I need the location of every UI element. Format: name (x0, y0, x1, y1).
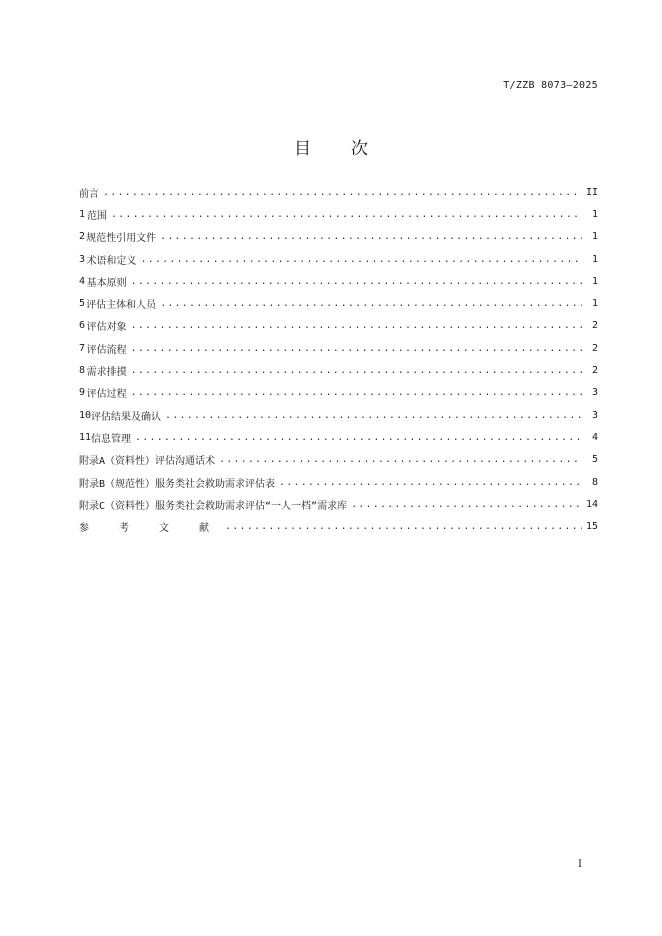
toc-label: 参 考 文 献 (79, 523, 222, 535)
toc-label: 服务类社会救助需求评估表 (155, 478, 276, 490)
toc-page: 1 (591, 275, 598, 287)
toc-page: 1 (591, 231, 598, 243)
toc-number: 5 (79, 298, 86, 310)
toc-entry-8[interactable] (79, 359, 598, 381)
toc-entry-7[interactable] (79, 337, 598, 359)
toc-leader (131, 276, 582, 287)
toc-page: 4 (591, 431, 598, 443)
toc-leader (351, 499, 582, 510)
title-char-right: 次 (351, 139, 368, 159)
toc-page: 3 (591, 387, 598, 399)
toc-label: 服务类社会救助需求评估“一人一档”需求库 (155, 500, 348, 512)
toc-number: 11 (79, 431, 92, 443)
toc-entry-5[interactable] (79, 292, 598, 314)
toc-label: 术语和定义 (86, 255, 137, 267)
toc-leader (165, 410, 582, 421)
toc-number: 7 (79, 342, 86, 354)
toc-page: 1 (591, 253, 598, 265)
toc-leader (131, 387, 582, 398)
toc-page: 1 (591, 298, 598, 310)
toc-entry-6[interactable] (79, 315, 598, 337)
toc-leader (131, 320, 582, 331)
toc-label: 范围 (86, 210, 107, 222)
toc-entry-1[interactable] (79, 203, 598, 225)
footer-page-number: I (578, 859, 582, 870)
toc-appendix-prefix: 附录C（资料性） (79, 500, 156, 512)
toc-entry-appendix-b[interactable] (79, 471, 598, 493)
toc-leader (160, 298, 582, 309)
toc-label: 评估结果及确认 (91, 411, 162, 423)
toc-number: 8 (79, 365, 86, 377)
toc-page: 5 (591, 454, 598, 466)
toc-leader (140, 254, 582, 265)
toc-number: 6 (79, 320, 86, 332)
toc-leader (279, 477, 582, 488)
toc-label: 评估对象 (86, 322, 127, 334)
toc-page: 8 (591, 476, 598, 488)
toc-entry-appendix-c[interactable] (79, 493, 598, 515)
toc-number: 2 (79, 231, 86, 243)
toc-number: 4 (79, 275, 86, 287)
document-code: T/ZZB 8073—2025 (503, 80, 598, 91)
toc-number: 1 (79, 208, 86, 220)
toc-appendix-prefix: 附录B（规范性） (79, 478, 156, 490)
toc-leader (111, 209, 582, 220)
toc-entry-references[interactable] (79, 515, 598, 537)
toc-page: 2 (591, 320, 598, 332)
toc-label: 前言 (79, 188, 99, 200)
toc-label: 评估主体和人员 (86, 300, 157, 312)
toc-entry-4[interactable] (79, 270, 598, 292)
title-char-left: 目 (294, 139, 311, 159)
toc-label: 评估流程 (86, 344, 127, 356)
toc-appendix-prefix: 附录A（资料性） (79, 456, 156, 468)
toc-page: 14 (585, 498, 598, 510)
toc-page: 2 (591, 365, 598, 377)
toc-leader (160, 231, 582, 242)
toc-entry-foreword[interactable] (79, 181, 598, 203)
toc-label: 基本原则 (86, 277, 127, 289)
toc-page: 15 (585, 521, 598, 533)
toc-entry-appendix-a[interactable] (79, 449, 598, 471)
toc-entry-2[interactable] (79, 226, 598, 248)
toc-number: 9 (79, 387, 86, 399)
toc-label: 评估过程 (86, 389, 127, 401)
page-title (0, 134, 662, 159)
toc-entry-11[interactable] (79, 426, 598, 448)
toc-label: 信息管理 (91, 433, 132, 445)
toc-entry-9[interactable] (79, 382, 598, 404)
toc-number: 10 (79, 409, 92, 421)
toc-leader (135, 432, 582, 443)
toc-entry-10[interactable] (79, 404, 598, 426)
toc-page: II (585, 186, 598, 198)
toc-page: 1 (591, 208, 598, 220)
toc-page: 2 (591, 342, 598, 354)
toc-leader (219, 454, 582, 465)
toc-label: 规范性引用文件 (86, 233, 157, 245)
toc-entry-3[interactable] (79, 248, 598, 270)
toc-page: 3 (591, 409, 598, 421)
table-of-contents (79, 181, 598, 538)
toc-label: 评估沟通话术 (155, 456, 216, 468)
toc-number: 3 (79, 253, 86, 265)
toc-leader (131, 343, 582, 354)
toc-leader (225, 521, 582, 532)
toc-label: 需求排摸 (86, 367, 127, 379)
toc-leader (131, 365, 582, 376)
toc-leader (103, 187, 582, 198)
